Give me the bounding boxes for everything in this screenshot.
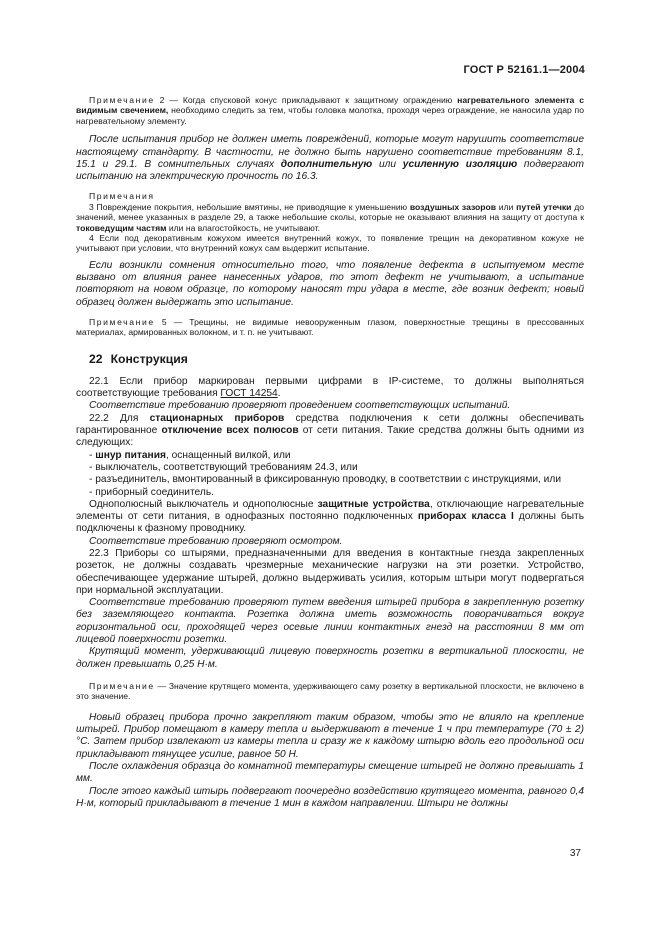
note-4: 4 Если под декоративным кожухом имеется внутренний кожух, то появление трещин на декоративном кожухе не учитывают при условии, что внутренний кожух сам выдержит испытание. xyxy=(76,233,584,254)
clause-22-1-text: 22.1 Если прибор маркирован первыми цифрами в IP-системе, то должны выполняться соответствующие требования xyxy=(76,375,584,400)
single-pole-text-3: должны быть подключены к фазному проводнику. xyxy=(76,511,584,535)
clause-22-2-check: Соответствие требованию проверяют осмотром. xyxy=(89,535,343,547)
clause-22-1 xyxy=(76,376,584,401)
note-2-num: 2 — Когда спусковой конус прикладывают к защитному ограждению xyxy=(159,95,458,105)
note-torque-label: Примечание xyxy=(89,680,155,691)
list-item-switch: - выключатель, соответствующий требованиям 24.3, или xyxy=(89,461,358,473)
note-3-text-2: или xyxy=(496,201,517,212)
note-5 xyxy=(76,317,584,338)
clause-22-2-bold-2: отключение всех полюсов xyxy=(161,425,299,437)
note-torque xyxy=(76,681,584,702)
single-pole-bold-2: приборах класса I xyxy=(417,511,514,523)
each-pin-paragraph: После этого каждый штырь подвергают поочередно воздействию крутящего момента, равного 0,4 Н·м, который прикладывают в течение 1 мин в каждом направлении. Штыри не должны xyxy=(76,785,584,809)
after-test-paragraph xyxy=(76,134,584,183)
section-heading xyxy=(89,352,584,366)
page-content xyxy=(76,95,584,810)
note-2-bold: нагревательного элемента с видимым свечением, xyxy=(76,95,584,116)
page-number: 37 xyxy=(569,848,581,859)
notes-label: Примечания xyxy=(89,191,155,202)
single-pole-paragraph xyxy=(76,499,584,536)
clause-22-2-text-3: от сети питания. Такие средства должны быть одними из следующих: xyxy=(76,425,584,449)
single-pole-text-1: Однополюсный выключатель и однополюсные xyxy=(89,498,318,510)
note-2-rest: необходимо следить за тем, чтобы головка молотка, проходя через ограждение, не наносила удар по нагревательному элементу. xyxy=(76,105,584,126)
torque-paragraph: Крутящий момент, удерживающий лицевую поверхность розетки в вертикальной плоскости, не должен превышать 0,25 Н·м. xyxy=(76,646,584,670)
after-test-bold-2: усиленную изоляцию xyxy=(402,158,518,170)
clause-22-3: 22.3 Приборы со штырями, предназначенными для введения в контактные гнезда закрепленных розеток, не должны создавать чрезмерные механические нагрузки на эти розетки. Устройство, обеспечивающее удержание штырей, должно выдерживать усилия, которым штыри могут подвергаться при нормальной эксплуатации. xyxy=(76,548,584,596)
list-item-disconnector: - разъединитель, вмонтированный в фиксированную проводку, в соответствии с инструкциями, или xyxy=(89,474,562,486)
gost-14254-link[interactable]: ГОСТ 14254 xyxy=(220,388,278,400)
note-torque-text: — Значение крутящего момента, удерживающего саму розетку в вертикальной плоскости, не включено в это значение. xyxy=(76,680,584,702)
after-test-text-3: подвергают испытанию на электрическую прочность по 16.3. xyxy=(76,158,584,183)
list-item-appliance-coupler: - приборный соединитель. xyxy=(89,486,214,498)
clause-22-1-end: . xyxy=(277,388,281,400)
single-pole-bold-1: защитные устройства xyxy=(317,498,430,510)
note-3-bold-3: токоведущим частям xyxy=(76,222,167,233)
note-3-bold-1: воздушных зазоров xyxy=(409,201,497,212)
clause-22-1-check: Соответствие требованию проверяют проведением соответствующих испытаний. xyxy=(89,400,511,412)
after-test-text-1: После испытания прибор не должен иметь повреждений, которые могут нарушить соответствие настоящему стандарту. В частности, не должно быть нарушено соответствие требованиям 8.1, 15.1 и 29.1. В сомнительных случаях xyxy=(76,134,584,170)
section-number: 22 xyxy=(89,351,103,366)
after-test-text-2: или xyxy=(372,158,403,170)
section-title: Конструкция xyxy=(110,351,188,366)
list-item-power-cord-text: , оснащенный вилкой, или xyxy=(165,449,291,461)
note-5-text: 5 — Трещины, не видимые невооруженным глазом, поверхностные трещины в прессованных материалах, армированных волокном, и т. п. не учитывают. xyxy=(76,317,584,338)
clause-22-2-text-2: средства подключения к сети должны обеспечивать гарантированное xyxy=(76,412,585,437)
note-3-bold-2: путей утечки xyxy=(516,201,572,212)
note-2 xyxy=(76,95,584,126)
list-item-power-cord-bold: шнур питания xyxy=(95,449,166,461)
clause-22-2 xyxy=(76,413,584,450)
clause-22-2-bold-1: стационарных приборов xyxy=(149,412,285,424)
cooling-paragraph: После охлаждения образца до комнатной температуры смещение штырей не должно превышать 1 мм. xyxy=(76,760,584,785)
note-3 xyxy=(76,202,584,233)
clause-22-3-check: Соответствие требованию проверяют путем введения штырей прибора в закрепленную розетку без заземляющего контакта. Розетка должна иметь возможность поворачиваться вокруг горизонтальной оси, проходящей через осевые линии контактных гнезд на расстоянии 8 мм от лицевой поверхности розетки. xyxy=(76,597,584,646)
list-item-power-cord: - шнур питания, оснащенный вилкой, или xyxy=(89,449,291,461)
note-5-label: Примечание xyxy=(89,317,155,328)
single-pole-text-2: , отключающие нагревательные элементы от сети питания, в однофазных постоянно подключенных xyxy=(76,498,584,523)
doubt-paragraph: Если возникли сомнения относительно того, что появление дефекта в испытуемом месте вызвано от влияния ранее нанесенных ударов, то этот дефект не учитывают, а испытание повторяют на новом образце, по которому наносят три удара в месте, где возник дефект; новый образец должен выдержать это испытание. xyxy=(76,259,584,308)
clause-22-2-text-1: 22.2 Для xyxy=(89,412,150,424)
note-3-text-1: 3 Повреждение покрытия, небольшие вмятины, не приводящие к уменьшению xyxy=(89,201,410,212)
new-sample-paragraph: Новый образец прибора прочно закрепляют таким образом, чтобы это не влияло на крепление штырей. Прибор помещают в камеру тепла и выдерживают в течение 1 ч при температуре (70 ± 2) °С. Затем прибор извлекают из камеры тепла и сразу же к каждому штырю вдоль его продольной оси прикладывают тянущее усилие, равное 50 Н. xyxy=(76,711,584,760)
standard-header: ГОСТ Р 52161.1—2004 xyxy=(463,64,585,76)
note-2-label: Примечание xyxy=(89,95,155,105)
note-3-text-4: или на влагостойкость, не учитывают. xyxy=(166,222,320,233)
note-3-text-3: до значений, менее указанных в разделе 29, а также небольшие сколы, которые не оказывают влияния на защиту от доступа к xyxy=(76,201,584,223)
after-test-bold-1: дополнительную xyxy=(280,158,373,170)
